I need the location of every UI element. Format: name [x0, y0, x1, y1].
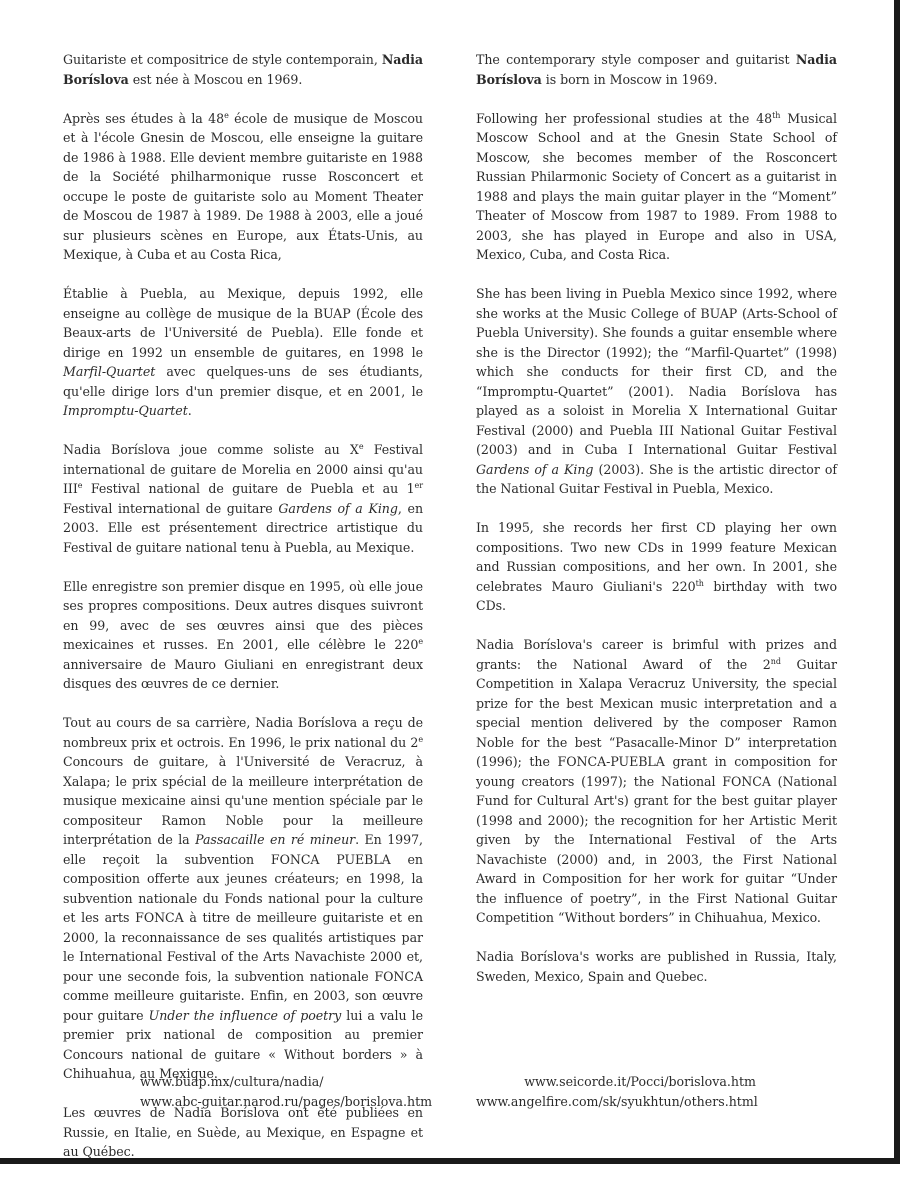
link-seicorde[interactable]: www.seicorde.it/Pocci/borislova.htm: [524, 1074, 756, 1089]
en-paragraph-intro: The contemporary style composer and guitarist Nadia Boríslova is born in Moscow in 1969.: [476, 52, 837, 87]
page-edge-right: [894, 0, 900, 1164]
links-left: [140, 1072, 433, 1111]
link-buap[interactable]: www.buap.mx/cultura/nadia/: [140, 1074, 324, 1089]
link-abc-guitar[interactable]: www.abc-guitar.narod.ru/pages/borislova.htm: [140, 1093, 433, 1109]
en-paragraph-awards: Nadia Boríslova's career is brimful with prizes and grants: the National Award of the 2nd Guitar Competition in Xalapa Veracruz University, the special prize for the best Mexican music interpretation and a special mention delivered by the composer Ramon Noble for the best “Pasacalle-Minor D” interpretation (1996); the FONCA-PUEBLA grant in composition for young creators (1997); the National FONCA (National Fund for Cultural Art's) grant for the best guitar player (1998 and 2000); the recognition for her Artistic Merit given by the International Festival of the Arts Navachiste (2000) and, in 2003, the First National Award in Composition for her work for guitar “Under the influence of poetry”, in the First National Guitar Competition “Without borders” in Chihuahua, Mexico.: [476, 637, 837, 925]
link-angelfire[interactable]: www.angelfire.com/sk/syukhtun/others.html: [476, 1093, 758, 1109]
fr-paragraph-recordings: Elle enregistre son premier disque en 1995, où elle joue ses propres compositions. Deux autres disques suivront en 99, avec de ses œuvres ainsi que des pièces mexicaines et russes. En 2001, elle célèbre le 220e anniversaire de Mauro Giuliani en enregistrant deux disques des œuvres de ce dernier.: [63, 578, 423, 691]
fr-paragraph-puebla: Établie à Puebla, au Mexique, depuis 1992, elle enseigne au collège de musique de la BUAP (École des Beaux-arts de l'Université de Puebla). Elle fonde et dirige en 1992 un ensemble de guitares, en 1998 le Marfil-Quartet avec quelques-uns de ses étudiants, qu'elle dirige lors d'un premier disque, et en 2001, le Impromptu-Quartet.: [63, 286, 423, 418]
fr-paragraph-intro: Guitariste et compositrice de style contemporain, Nadia Boríslova est née à Moscou en 1969.: [63, 52, 423, 87]
en-paragraph-studies: Following her professional studies at the 48th Musical Moscow School and at the Gnesin State School of Moscow, she becomes member of the Rosconcert Russian Philarmonic Society of Concert as a guitarist in 1988 and plays the main guitar player in the “Moment” Theater of Moscow from 1987 to 1989. From 1988 to 2003, she has played in Europe and also in USA, Mexico, Cuba, and Costa Rica.: [476, 110, 837, 262]
french-biography-column: [63, 50, 433, 1181]
fr-paragraph-publications: Les œuvres de Nadia Boríslova ont été publiées en Russie, en Italie, en Suède, au Mexique, en Espagne et au Québec.: [63, 1105, 423, 1159]
fr-paragraph-festivals: Nadia Boríslova joue comme soliste au Xe Festival international de guitare de Morelia en 2000 ainsi qu'au IIIe Festival national de guitare de Puebla et au 1er Festival international de guitare Gardens of a King, en 2003. Elle est présentement directrice artistique du Festival de guitare national tenu à Puebla, au Mexique.: [63, 442, 423, 555]
en-artist-name: Nadia Boríslova: [476, 52, 837, 87]
fr-paragraph-studies: Après ses études à la 48e école de musique de Moscou et à l'école Gnesin de Moscou, elle enseigne la guitare de 1986 à 1988. Elle devient membre guitariste en 1988 de la Société philharmonique russe Rosconcert et occupe le poste de guitariste solo au Moment Theater de Moscou de 1987 à 1989. De 1988 à 2003, elle a joué sur plusieurs scènes en Europe, aux États-Unis, au Mexique, à Cuba et au Costa Rica,: [63, 110, 423, 262]
en-paragraph-publications: Nadia Boríslova's works are published in Russia, Italy, Sweden, Mexico, Spain and Quebec.: [476, 949, 837, 984]
english-biography-column: [476, 50, 837, 1006]
en-paragraph-recordings: In 1995, she records her first CD playing her own compositions. Two new CDs in 1999 feature Mexican and Russian compositions, and her own. In 2001, she celebrates Mauro Giuliani's 220th birthday with two CDs.: [476, 520, 838, 613]
fr-artist-name: Nadia Boríslova: [63, 52, 423, 87]
links-right: [476, 1072, 756, 1111]
en-paragraph-puebla: She has been living in Puebla Mexico since 1992, where she works at the Music College of BUAP (Arts-School of Puebla University). She founds a guitar ensemble where she is the Director (1992); the “Marfil-Quartet” (1998) which she conducts for their first CD, and the “Impromptu-Quartet” (2001). Nadia Boríslova has played as a soloist in Morelia X International Guitar Festival (2000) and Puebla III National Guitar Festival (2003) and in Cuba I International Guitar Festival Gardens of a King (2003). She is the artistic director of the National Guitar Festival in Puebla, Mexico.: [476, 286, 837, 496]
fr-paragraph-awards: Tout au cours de sa carrière, Nadia Boríslova a reçu de nombreux prix et octrois. En 1996, le prix national du 2e Concours de guitare, à l'Université de Veracruz, à Xalapa; le prix spécial de la meilleure interprétation de musique mexicaine ainsi qu'une mention spéciale par le compositeur Ramon Noble pour la meilleure interprétation de la Passacaille en ré mineur. En 1997, elle reçoit la subvention FONCA PUEBLA en composition offerte aux jeunes créateurs; en 1998, la subvention nationale du Fonds national pour la culture et les arts FONCA à titre de meilleure guitariste et en 2000, la reconnaissance de ses qualités artistiques par le International Festival of the Arts Navachiste 2000 et, pour une seconde fois, la subvention nationale FONCA comme meilleure guitariste. Enfin, en 2003, son œuvre pour guitare Under the influence of poetry lui a valu le premier prix national de composition au premier Concours national de guitare « Without borders » à Chihuahua, au Mexique.: [63, 715, 424, 1081]
